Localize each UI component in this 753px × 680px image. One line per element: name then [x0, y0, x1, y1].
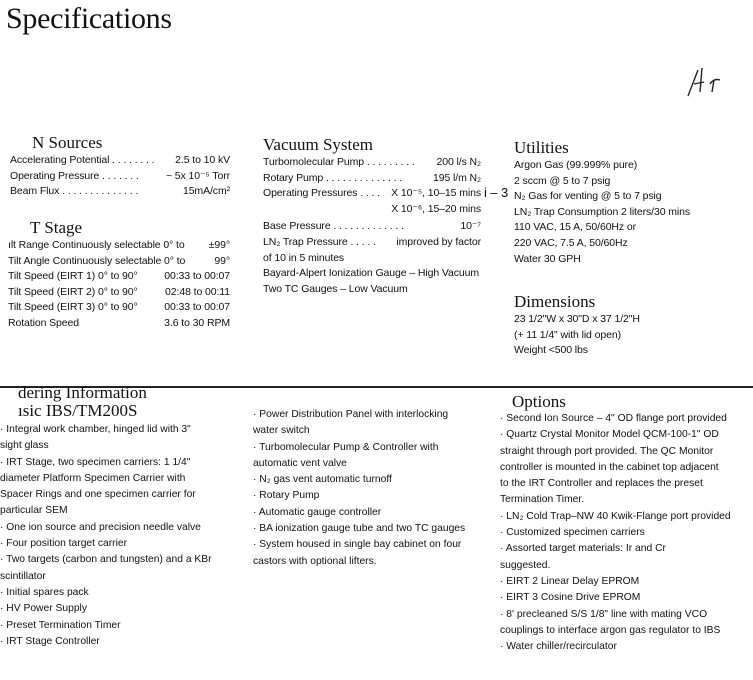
irt-stage-section — [8, 218, 230, 332]
list-item: · Preset Termination Timer — [0, 619, 121, 631]
utility-line: 220 VAC, 7.5 A, 50/60Hz — [514, 236, 628, 249]
spec-row: Tilt Speed (EIRT 1) 0° to 90° 00:33 to 00:07 — [8, 270, 230, 283]
utilities-heading: Utilities — [514, 138, 569, 157]
list-item: · N₂ gas vent automatic turnoff — [253, 474, 392, 486]
list-item: automatic vent valve — [253, 457, 347, 469]
ion-sources-heading: N Sources — [32, 133, 103, 152]
list-item: couplings to interface argon gas regulator to IBS — [500, 624, 721, 636]
gauge-line: Bayard-Alpert Ionization Gauge – High Vacuum — [263, 267, 480, 280]
list-item: · Customized specimen carriers — [500, 527, 645, 539]
spec-row: Beam Flux . . . . . . . . . . . . . . 15mA/cm² — [10, 185, 230, 198]
trap-pressure-row: LN₂ Trap Pressure . . . . . improved by factor — [263, 235, 481, 248]
utility-line: 110 VAC, 15 A, 50/60Hz or — [514, 221, 637, 234]
list-item: · EIRT 3 Cosine Drive EPROM — [500, 592, 641, 604]
list-item: · Initial spares pack — [0, 586, 89, 598]
list-item: · LN₂ Cold Trap–NW 40 Kwik-Flange port provided — [500, 510, 731, 522]
list-item: · Rotary Pump — [253, 490, 320, 502]
utility-line: 2 sccm @ 5 to 7 psig — [514, 174, 611, 187]
list-item: · Automatic gauge controller — [253, 506, 382, 518]
list-item: Termination Timer. — [500, 494, 585, 506]
utility-line: Argon Gas (99.999% pure) — [514, 159, 638, 171]
spec-row: Tilt Angle Continuously selectable 0° to 99° — [8, 254, 230, 267]
ordering-subheading: ısic IBS/TM200S — [18, 401, 138, 420]
utility-line: Water 30 GPH — [514, 252, 581, 265]
list-item: · Integral work chamber, hinged lid with 3" — [0, 424, 191, 435]
list-item: · Quartz Crystal Monitor Model QCM-100-1" OD — [500, 429, 719, 441]
list-item: sight glass — [0, 440, 49, 452]
list-item: · One ion source and precision needle valve — [0, 521, 201, 533]
dimension-line: 23 1/2"W x 30"D x 37 1/2"H — [514, 313, 640, 325]
dimensions-section — [514, 292, 744, 359]
page-title: Specifications — [6, 2, 172, 35]
list-item: to the IRT Controller and replaces the preset — [500, 478, 703, 490]
spec-row: Operating Pressure . . . . . . . ~ 5x 10⁻⁵ Torr — [10, 169, 230, 182]
list-item: · HV Power Supply — [0, 603, 87, 615]
list-item: · Power Distribution Panel with interlocking — [253, 409, 449, 420]
gauge-line: Two TC Gauges – Low Vacuum — [263, 282, 408, 295]
options-heading: Options — [512, 392, 566, 411]
spec-row: Accelerating Potential . . . . . . . . 2.5 to 10 kV — [10, 154, 230, 166]
handwritten-annotation — [680, 62, 740, 102]
irt-stage-heading: T Stage — [30, 218, 83, 237]
dimension-line: (+ 11 1/4" with lid open) — [514, 328, 621, 341]
vacuum-system-section — [263, 135, 481, 297]
utility-line: LN₂ Trap Consumption 2 liters/30 mins — [514, 205, 691, 218]
spec-row: X 10⁻⁶, 15–20 mins — [391, 202, 481, 215]
list-item: · Assorted target materials: Ir and Cr — [500, 543, 666, 555]
list-item: diameter Platform Specimen Carrier with — [0, 472, 186, 484]
spec-row: Tilt Speed (EIRT 3) 0° to 90° 00:33 to 00:07 — [8, 301, 230, 314]
ordering-heading: dering Information — [18, 383, 147, 402]
spec-row: Tilt Speed (EIRT 2) 0° to 90° 02:48 to 00:11 — [8, 285, 230, 298]
list-item: · Four position target carrier — [0, 538, 128, 550]
dimensions-heading: Dimensions — [514, 292, 596, 311]
margin-note: i – 3 — [484, 185, 509, 200]
list-item: suggested. — [500, 559, 551, 571]
options-section — [500, 393, 750, 655]
list-item: scintillator — [0, 570, 46, 582]
spec-row: Rotation Speed 3.6 to 30 RPM — [8, 316, 230, 329]
ordering-section — [0, 384, 250, 650]
list-item: · Water chiller/recirculator — [500, 641, 617, 653]
list-item: · EIRT 2 Linear Delay EPROM — [500, 575, 640, 587]
ordering-list — [0, 422, 250, 650]
utilities-section — [514, 138, 744, 267]
spec-row: Operating Pressures . . . . X 10⁻⁵, 10–15 mins — [263, 187, 481, 200]
spec-row: ılt Range Continuously selectable 0° to ±99° — [8, 239, 230, 251]
list-item: · 8' precleaned S/S 1/8" line with mating VCO — [500, 608, 708, 620]
list-item: · BA ionization gauge tube and two TC gauges — [253, 523, 466, 535]
included-list — [253, 407, 498, 570]
list-item: · IRT Stage Controller — [0, 635, 100, 647]
list-item: water switch — [253, 425, 310, 437]
base-pressure-row: Base Pressure . . . . . . . . . . . . . 10⁻⁷ — [263, 220, 481, 233]
spec-row: Turbomolecular Pump . . . . . . . . . 200 l/s N₂ — [263, 156, 481, 168]
dimension-line: Weight <500 lbs — [514, 344, 588, 357]
list-item: particular SEM — [0, 505, 68, 517]
ion-sources-section — [10, 133, 230, 200]
vacuum-system-heading: Vacuum System — [263, 135, 374, 154]
list-item: straight through port provided. The QC Monitor — [500, 445, 714, 457]
included-section — [253, 407, 498, 570]
spec-row: Rotary Pump . . . . . . . . . . . . . . 195 l/m N₂ — [263, 171, 481, 184]
list-item: castors with optional lifters. — [253, 555, 377, 567]
list-item: · IRT Stage, two specimen carriers: 1 1/4" — [0, 456, 191, 468]
list-item: · System housed in single bay cabinet on four — [253, 539, 462, 551]
list-item: Spacer Rings and one specimen carrier for — [0, 489, 196, 501]
options-list — [500, 411, 750, 655]
list-item: · Second Ion Source – 4" OD flange port provided — [500, 413, 727, 424]
list-item: controller is mounted in the cabinet top adjacent — [500, 461, 719, 473]
trap-pressure-continued: of 10 in 5 minutes — [263, 251, 345, 264]
utility-line: N₂ Gas for venting @ 5 to 7 psig — [514, 190, 662, 203]
list-item: · Two targets (carbon and tungsten) and a KBr — [0, 554, 212, 566]
list-item: · Turbomolecular Pump & Controller with — [253, 441, 439, 453]
